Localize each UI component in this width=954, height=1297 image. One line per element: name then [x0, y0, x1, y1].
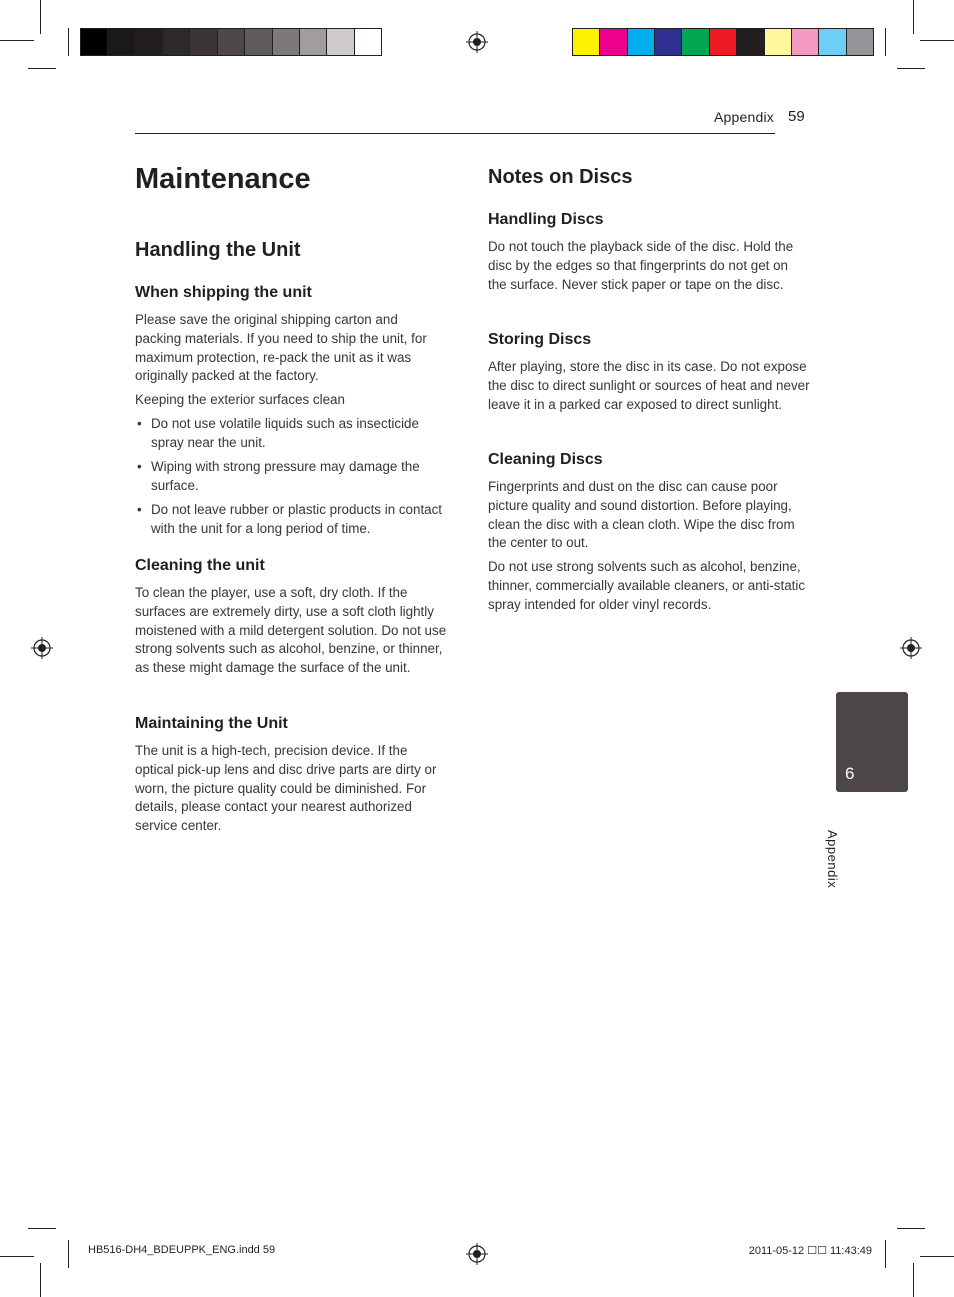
- subheading-storing-discs: Storing Discs: [488, 331, 592, 348]
- bullet-icon: •: [137, 459, 142, 474]
- color-swatch: [682, 29, 709, 55]
- handling-discs-paragraph: Do not touch the playback side of the disc. Hold the disc by the edges so that fingerprints do not get on the surface. Never stick paper or tape on the disc.: [488, 239, 794, 292]
- color-swatch: [737, 29, 764, 55]
- bullet-text: Do not use volatile liquids such as insecticide spray near the unit.: [151, 416, 419, 450]
- crop-mark: [40, 0, 41, 34]
- bullet-item: [137, 458, 447, 496]
- subheading-handling-discs: Handling Discs: [488, 211, 604, 228]
- grayscale-color-bar: [80, 28, 382, 56]
- color-swatch: [655, 29, 682, 55]
- registration-mark-icon: [900, 637, 922, 659]
- color-swatch: [300, 29, 327, 55]
- crop-mark: [0, 40, 34, 41]
- bullet-icon: •: [137, 416, 142, 431]
- crop-mark: [897, 1228, 925, 1229]
- color-swatch: [355, 29, 381, 55]
- section-heading-notes-discs: Notes on Discs: [488, 166, 633, 188]
- page-title: Maintenance: [135, 163, 311, 195]
- crop-mark: [897, 68, 925, 69]
- footer-timestamp: 2011-05-12 ☐☐ 11:43:49: [748, 1245, 872, 1257]
- exterior-line: Keeping the exterior surfaces clean: [135, 392, 345, 407]
- crop-mark: [885, 1240, 886, 1268]
- crop-mark: [28, 68, 56, 69]
- crop-mark: [28, 1228, 56, 1229]
- cleaning-unit-paragraph: To clean the player, use a soft, dry cloth. If the surfaces are extremely dirty, use a soft cloth lightly moistened with a mild detergent solution. Do not use strong solvents such as alcohol, benzine, or thinner, as these might damage the surface of the unit.: [135, 585, 447, 676]
- process-color-bar: [572, 28, 874, 56]
- crop-mark: [68, 28, 69, 56]
- color-swatch: [327, 29, 354, 55]
- color-swatch: [765, 29, 792, 55]
- chapter-label: Appendix: [825, 830, 840, 889]
- color-swatch: [573, 29, 600, 55]
- bullet-text: Wiping with strong pressure may damage the surface.: [151, 459, 420, 493]
- crop-mark: [920, 40, 954, 41]
- color-swatch: [628, 29, 655, 55]
- registration-mark-icon: [466, 31, 488, 53]
- crop-mark: [40, 1263, 41, 1297]
- color-swatch: [190, 29, 217, 55]
- header-rule: [135, 133, 775, 134]
- storing-discs-paragraph: After playing, store the disc in its case. Do not expose the disc to direct sunlight or sources of heat and never leave it in a parked car exposed to direct sunlight.: [488, 359, 810, 412]
- cleaning-discs-paragraph: Fingerprints and dust on the disc can cause poor picture quality and sound distortion. Before playing, clean the disc with a clean cloth. Wipe the disc from the center to out.: [488, 479, 795, 551]
- chapter-number: 6: [845, 764, 855, 783]
- color-swatch: [600, 29, 627, 55]
- color-swatch: [218, 29, 245, 55]
- color-swatch: [819, 29, 846, 55]
- color-swatch: [273, 29, 300, 55]
- crop-mark: [913, 1263, 914, 1297]
- footer-filename: HB516-DH4_BDEUPPK_ENG.indd 59: [88, 1244, 276, 1256]
- subheading-shipping: When shipping the unit: [135, 284, 312, 301]
- color-swatch: [245, 29, 272, 55]
- crop-mark: [68, 1240, 69, 1268]
- registration-mark-icon: [31, 637, 53, 659]
- maintaining-paragraph: The unit is a high-tech, precision device. If the optical pick-up lens and disc drive parts are dirty or worn, the picture quality could be diminished. For details, please contact your nearest authorized service center.: [135, 743, 437, 834]
- color-swatch: [792, 29, 819, 55]
- section-heading-handling-unit: Handling the Unit: [135, 239, 301, 261]
- subheading-maintaining: Maintaining the Unit: [135, 715, 288, 732]
- crop-mark: [920, 1256, 954, 1257]
- crop-mark: [0, 1256, 34, 1257]
- subheading-cleaning-unit: Cleaning the unit: [135, 557, 265, 574]
- running-header-section: Appendix: [714, 109, 774, 125]
- page-number: 59: [788, 108, 805, 125]
- cleaning-discs-paragraph-2: Do not use strong solvents such as alcohol, benzine, thinner, commercially available cleaners, or anti-static spray intended for older vinyl records.: [488, 559, 806, 612]
- color-swatch: [163, 29, 190, 55]
- subheading-cleaning-discs: Cleaning Discs: [488, 451, 603, 468]
- color-swatch: [710, 29, 737, 55]
- shipping-paragraph: Please save the original shipping carton and packing materials. If you need to ship the unit, for maximum protection, re-pack the unit as it was originally packed at the factory.: [135, 312, 427, 384]
- color-swatch: [81, 29, 108, 55]
- color-swatch: [108, 29, 135, 55]
- bullet-icon: •: [137, 502, 142, 517]
- bullet-item: [137, 415, 447, 453]
- color-swatch: [136, 29, 163, 55]
- bullet-text: Do not leave rubber or plastic products in contact with the unit for a long period of time.: [151, 502, 443, 536]
- crop-mark: [885, 28, 886, 56]
- registration-mark-icon: [466, 1243, 488, 1265]
- color-swatch: [847, 29, 873, 55]
- bullet-item: [137, 501, 447, 539]
- crop-mark: [913, 0, 914, 34]
